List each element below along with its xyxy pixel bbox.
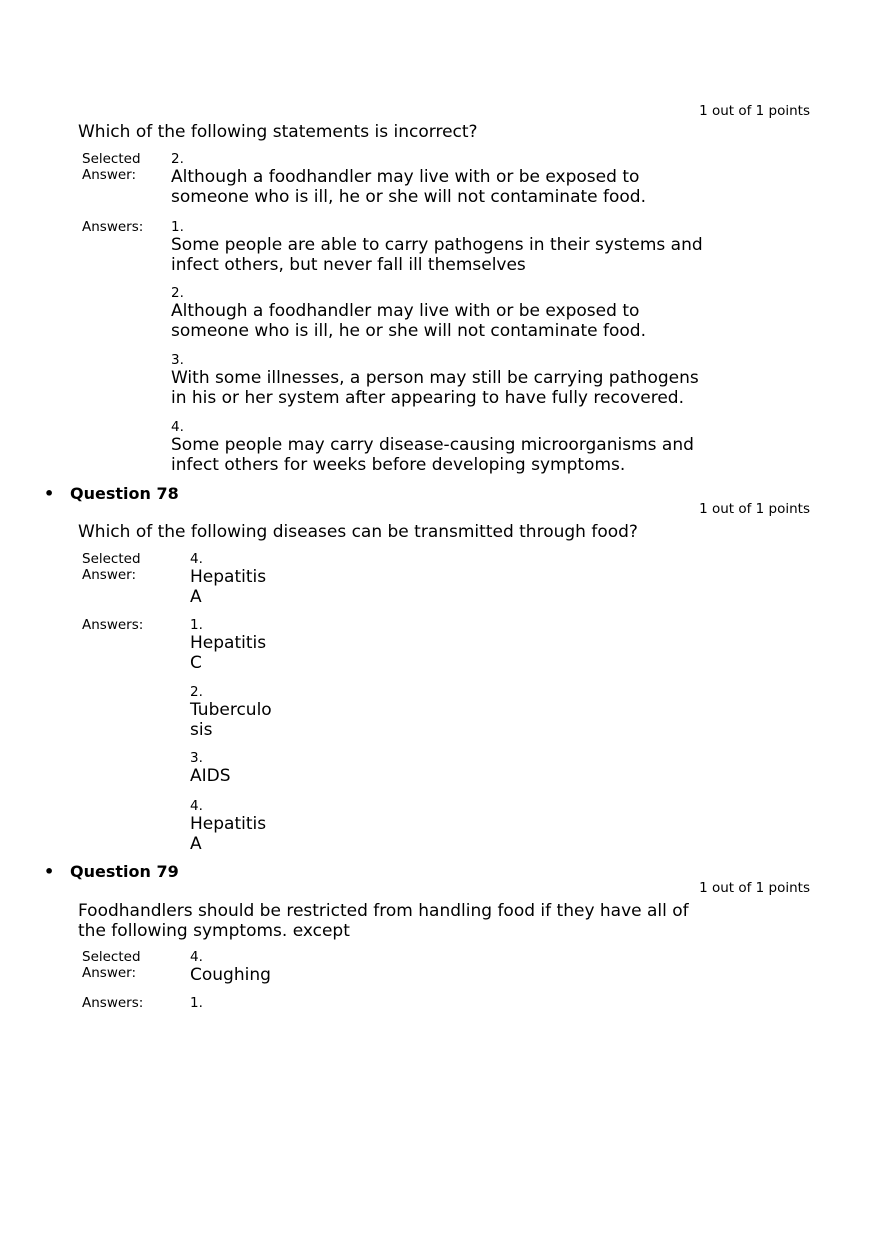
answer-option: 4. Hepatitis A	[190, 798, 267, 854]
question-title: Question 78	[70, 484, 179, 503]
answers-label: Answers:	[82, 617, 144, 633]
answer-option: 2. Tuberculosis	[190, 684, 272, 740]
answers-label: Answers:	[82, 995, 144, 1011]
answers-label: Answers:	[82, 219, 144, 235]
answer-option: 1. Hepatitis C	[190, 617, 267, 673]
selected-answer: 2. Although a foodhandler may live with or be exposed to someone who is ill, he or she will not contaminate food.	[171, 151, 646, 207]
selected-answer-label: Selected Answer:	[82, 949, 141, 981]
selected-answer: 4. Hepatitis A	[190, 551, 267, 607]
bullet-icon: •	[44, 484, 55, 503]
selected-answer-label: Selected Answer:	[82, 151, 141, 183]
bullet-icon: •	[44, 862, 55, 881]
points-score: 1 out of 1 points	[699, 501, 810, 517]
question-title: Question 79	[70, 862, 179, 881]
points-score: 1 out of 1 points	[699, 880, 810, 896]
answer-option: 4. Some people may carry disease-causing microorganisms and infect others for weeks before developing symptoms.	[171, 419, 694, 475]
selected-answer-label: Selected Answer:	[82, 551, 141, 583]
answer-option: 1. Some people are able to carry pathogens in their systems and infect others, but never fall ill themselves	[171, 219, 703, 275]
selected-answer: 4. Coughing	[190, 949, 271, 985]
answer-option: 3. With some illnesses, a person may still be carrying pathogens in his or her system after appearing to have fully recovered.	[171, 352, 699, 408]
points-score: 1 out of 1 points	[699, 103, 810, 119]
question-text: Which of the following statements is incorrect?	[78, 122, 478, 142]
answer-option: 1.	[190, 995, 203, 1011]
answer-option: 2. Although a foodhandler may live with or be exposed to someone who is ill, he or she will not contaminate food.	[171, 285, 646, 341]
question-text: Which of the following diseases can be transmitted through food?	[78, 522, 638, 542]
question-text: Foodhandlers should be restricted from handling food if they have all of the following symptoms. except	[78, 901, 689, 941]
answer-option: 3. AIDS	[190, 750, 231, 786]
